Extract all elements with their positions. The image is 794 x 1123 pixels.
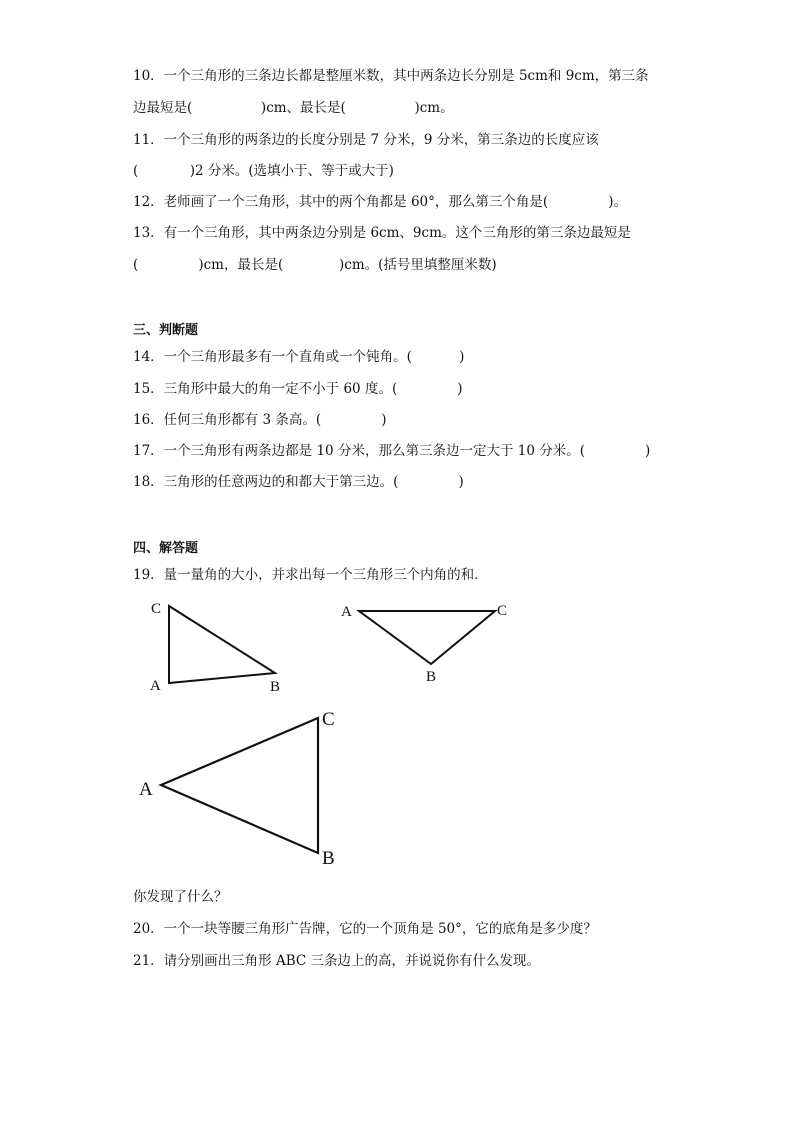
section-heading-judge: 三、判断题 bbox=[133, 323, 199, 338]
question-15: 15．三角形中最大的角一定不小于 60 度。( ) bbox=[133, 381, 463, 397]
triangle-3-figure bbox=[135, 702, 350, 872]
question-19: 19．量一量角的大小，并求出每一个三角形三个内角的和． bbox=[133, 567, 488, 583]
question-12: 12．老师画了一个三角形，其中的两个角都是 60°，那么第三个角是( )。 bbox=[133, 194, 628, 210]
question-10-line-2: 边最短是( )cm、最长是( )cm。 bbox=[133, 100, 454, 116]
triangle-2-shape bbox=[359, 611, 495, 664]
question-17: 17．一个三角形有两条边都是 10 分米，那么第三条边一定大于 10 分米。( ) bbox=[133, 443, 651, 459]
triangle-3-shape bbox=[161, 718, 318, 853]
triangle-2-vertex-b: B bbox=[426, 669, 437, 685]
question-19-discovery: 你发现了什么？ bbox=[133, 889, 228, 905]
question-20: 20．一个一块等腰三角形广告牌，它的一个顶角是 50°，它的底角是多少度？ bbox=[133, 921, 597, 937]
triangle-1-figure bbox=[140, 592, 300, 702]
triangle-1-vertex-a: A bbox=[150, 678, 161, 694]
triangle-1-vertex-b: B bbox=[270, 679, 281, 695]
question-21: 21．请分别画出三角形 ABC 三条边上的高，并说说你有什么发现。 bbox=[133, 953, 541, 969]
section-heading-solve: 四、解答题 bbox=[133, 541, 199, 556]
triangle-1-shape bbox=[169, 606, 275, 683]
question-14: 14．一个三角形最多有一个直角或一个钝角。( ) bbox=[133, 349, 465, 365]
triangle-3-vertex-a: A bbox=[139, 779, 153, 800]
triangle-2-vertex-c: C bbox=[497, 603, 508, 619]
question-10-line-1: 10．一个三角形的三条边长都是整厘米数，其中两条边长分别是 5cm和 9cm，第三条 bbox=[133, 68, 649, 84]
triangle-2-vertex-a: A bbox=[341, 604, 352, 620]
triangle-2-figure bbox=[335, 596, 525, 691]
question-13-line-2: ( )cm，最长是( )cm。(括号里填整厘米数) bbox=[133, 257, 497, 273]
triangle-3-vertex-c: C bbox=[322, 709, 335, 730]
question-11-line-1: 11．一个三角形的两条边的长度分别是 7 分米，9 分米，第三条边的长度应该 bbox=[133, 132, 599, 148]
question-13-line-1: 13．有一个三角形，其中两条边分别是 6cm、9cm。这个三角形的第三条边最短是 bbox=[133, 225, 631, 241]
question-18: 18．三角形的任意两边的和都大于第三边。( ) bbox=[133, 474, 464, 490]
triangle-1-vertex-c: C bbox=[151, 601, 162, 617]
triangle-3-vertex-b: B bbox=[322, 848, 335, 869]
question-11-line-2: ( )2 分米。(选填小于、等于或大于) bbox=[133, 163, 394, 179]
question-16: 16．任何三角形都有 3 条高。( ) bbox=[133, 412, 387, 428]
